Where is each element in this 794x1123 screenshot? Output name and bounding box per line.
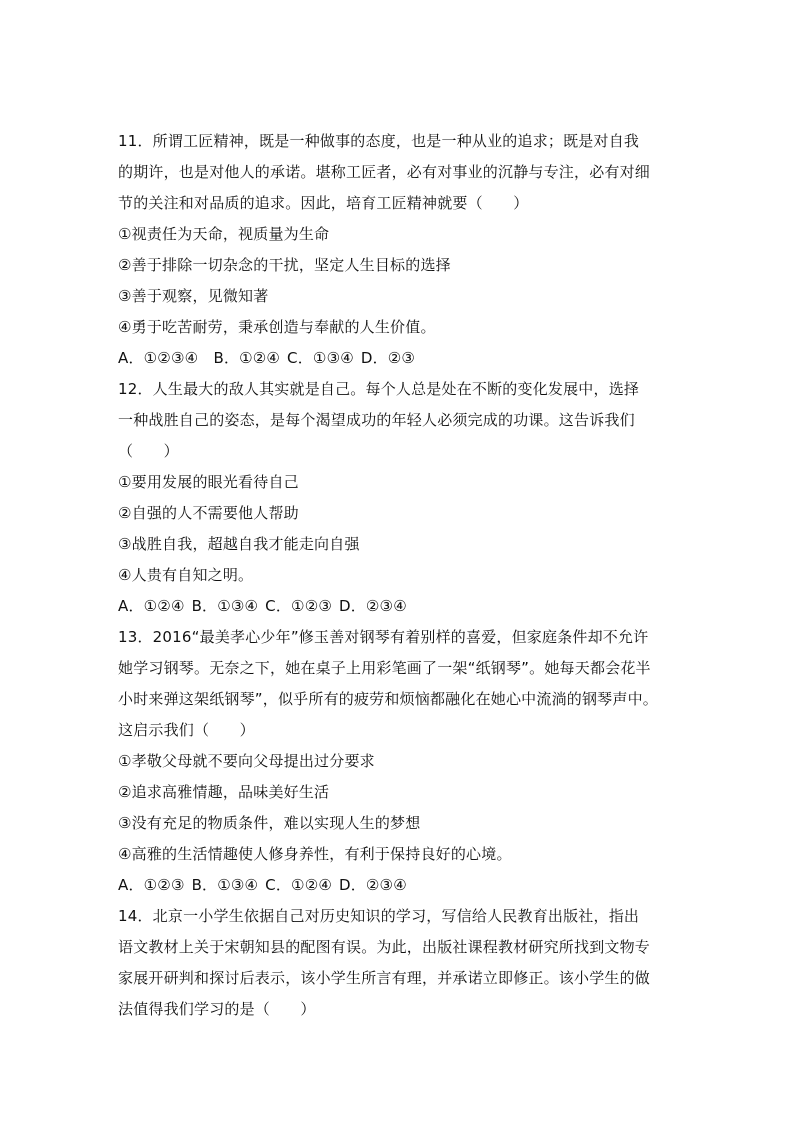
statement-item: ①视责任为天命，视质量为生命 [118,225,330,243]
statement-item: ④人贵有自知之明。 [118,566,254,584]
question-stem-line: 家展开研判和探讨后表示，该小学生所言有理，并承诺立即修正。该小学生的做 [118,969,651,987]
statement-item: ②追求高雅情趣，品味美好生活 [118,783,330,801]
answer-options: A．①②③ B．①③④ C．①②④ D．②③④ [118,876,407,894]
question-14 [118,901,678,1025]
question-stem-line: （ ） [118,442,179,460]
statement-item: ①孝敬父母就不要向父母提出过分要求 [118,752,375,770]
statement-item: ④勇于吃苦耐劳，秉承创造与奉献的人生价值。 [118,318,436,336]
statement-item: ①要用发展的眼光看待自己 [118,473,299,491]
statement-item: ②善于排除一切杂念的干扰，坚定人生目标的选择 [118,256,451,274]
question-stem-line: 这启示我们（ ） [118,721,255,739]
statement-item: ③战胜自我，超越自我才能走向自强 [118,535,360,553]
question-12 [118,374,678,622]
question-stem-line: 语文教材上关于宋朝知县的配图有误。为此，出版社课程教材研究所找到文物专 [118,938,651,956]
question-11 [118,126,678,374]
question-stem-line: 的期许，也是对他人的承诺。堪称工匠者，必有对事业的沉静与专注，必有对细 [118,163,651,181]
question-13 [118,622,678,901]
question-stem-line: 法值得我们学习的是（ ） [118,1000,316,1018]
question-stem-line: 节的关注和对品质的追求。因此，培育工匠精神就要（ ） [118,194,529,212]
statement-item: ④高雅的生活情趣使人修身养性，有利于保持良好的心境。 [118,845,512,863]
statement-item: ③善于观察，见微知著 [118,287,269,305]
question-stem-line: 12．人生最大的敌人其实就是自己。每个人总是处在不断的变化发展中，选择 [118,380,640,398]
question-stem-line: 14．北京一小学生依据自己对历史知识的学习，写信给人民教育出版社，指出 [118,907,640,925]
question-page [118,126,678,1025]
question-stem-line: 13．2016“最美孝心少年”修玉善对钢琴有着别样的喜爱，但家庭条件却不允许 [118,628,649,646]
question-stem-line: 11．所谓工匠精神，既是一种做事的态度，也是一种从业的追求；既是对自我 [118,132,640,150]
question-stem-line: 她学习钢琴。无奈之下，她在桌子上用彩笔画了一架“纸钢琴”。她每天都会花半 [118,659,651,677]
answer-options: A．①②④ B．①③④ C．①②③ D．②③④ [118,597,407,615]
answer-options: A．①②③④ B．①②④ C．①③④ D．②③ [118,349,416,367]
question-stem-line: 小时来弹这架纸钢琴”，似乎所有的疲劳和烦恼都融化在她心中流淌的钢琴声中。 [118,690,658,708]
question-stem-line: 一种战胜自己的姿态，是每个渴望成功的年轻人必须完成的功课。这告诉我们 [118,411,635,429]
statement-item: ③没有充足的物质条件，难以实现人生的梦想 [118,814,421,832]
statement-item: ②自强的人不需要他人帮助 [118,504,299,522]
